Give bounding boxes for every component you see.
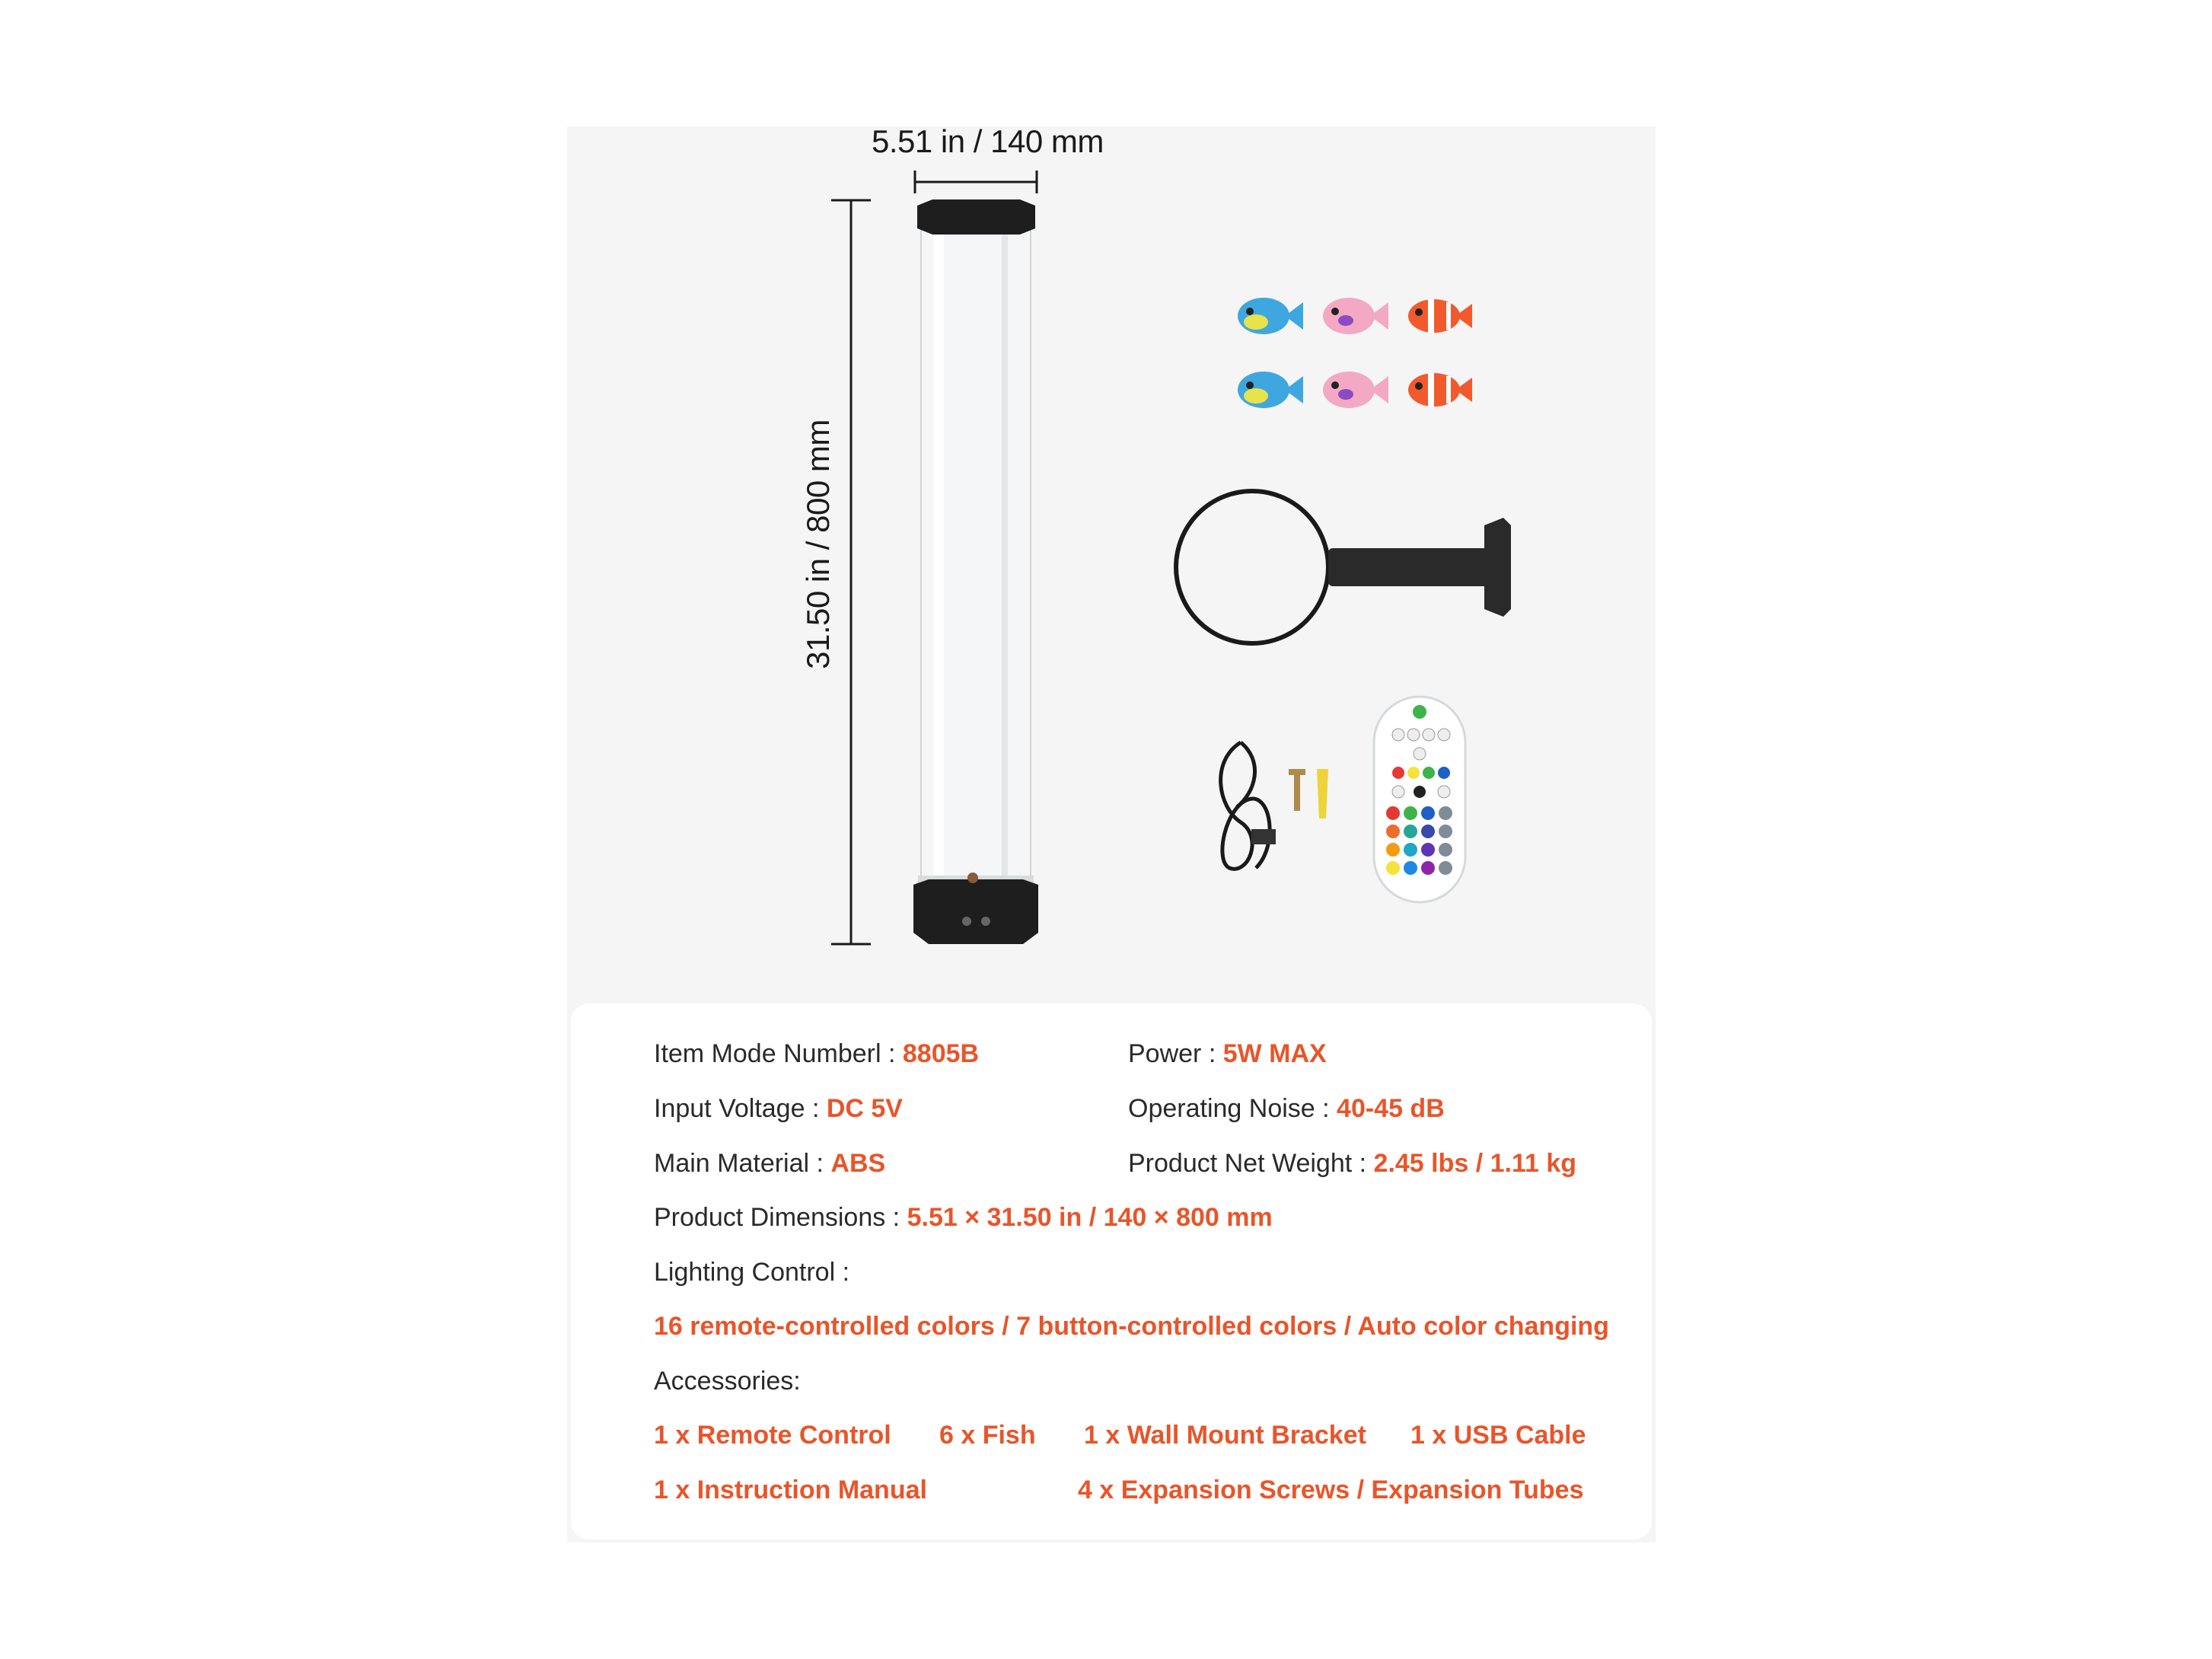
spec-lighting-value: 16 remote-controlled colors / 7 button-controlled colors / Auto color changing: [654, 1312, 1609, 1341]
width-dimension-label: 5.51 in / 140 mm: [872, 123, 1104, 159]
spec-power-label: Power :: [1128, 1039, 1223, 1068]
accessory-item: 1 x USB Cable: [1410, 1421, 1586, 1450]
spec-weight-label: Product Net Weight :: [1128, 1149, 1374, 1178]
accessory-item: 4 x Expansion Screws / Expansion Tubes: [1078, 1476, 1584, 1504]
accessory-item: 1 x Instruction Manual: [654, 1476, 927, 1504]
height-dimension-line: [831, 200, 871, 944]
usb-cable: [1221, 742, 1275, 869]
accessory-item: 1 x Wall Mount Bracket: [1084, 1421, 1366, 1450]
spec-product-dimensions: [654, 1203, 1273, 1233]
spec-power: [1128, 1039, 1327, 1069]
wall-mount-bracket: [1176, 491, 1511, 643]
expansion-screws: [1289, 769, 1328, 818]
spec-noise: [1128, 1094, 1445, 1124]
bubble-lamp-tube: [913, 199, 1038, 944]
height-dimension-label: 31.50 in / 800 mm: [800, 420, 836, 669]
accessory-item: 6 x Fish: [939, 1421, 1036, 1450]
spec-product-dimensions-value: 5.51 × 31.50 in / 140 × 800 mm: [907, 1203, 1273, 1232]
spec-material: [654, 1149, 885, 1179]
spec-model-value: 8805B: [902, 1039, 980, 1068]
spec-voltage-value: DC 5V: [826, 1094, 903, 1123]
spec-voltage: [654, 1094, 903, 1124]
spec-noise-value: 40-45 dB: [1337, 1094, 1445, 1123]
remote-control: [1374, 697, 1465, 902]
width-dimension-line: [915, 171, 1037, 193]
spec-material-value: ABS: [830, 1149, 886, 1178]
spec-lighting-label: Lighting Control :: [654, 1258, 850, 1287]
spec-model: [654, 1039, 979, 1069]
spec-material-label: Main Material :: [654, 1149, 831, 1178]
spec-weight-value: 2.45 lbs / 1.11 kg: [1373, 1149, 1577, 1178]
spec-model-label: Item Mode Numberl :: [654, 1039, 903, 1068]
fish-group: [1238, 298, 1472, 408]
spec-weight: [1128, 1149, 1576, 1179]
spec-accessories-label: Accessories:: [654, 1367, 801, 1396]
spec-noise-label: Operating Noise :: [1128, 1094, 1337, 1123]
spec-power-value: 5W MAX: [1222, 1039, 1327, 1068]
accessory-item: 1 x Remote Control: [654, 1421, 891, 1450]
spec-voltage-label: Input Voltage :: [654, 1094, 827, 1123]
spec-product-dimensions-label: Product Dimensions :: [654, 1203, 907, 1232]
